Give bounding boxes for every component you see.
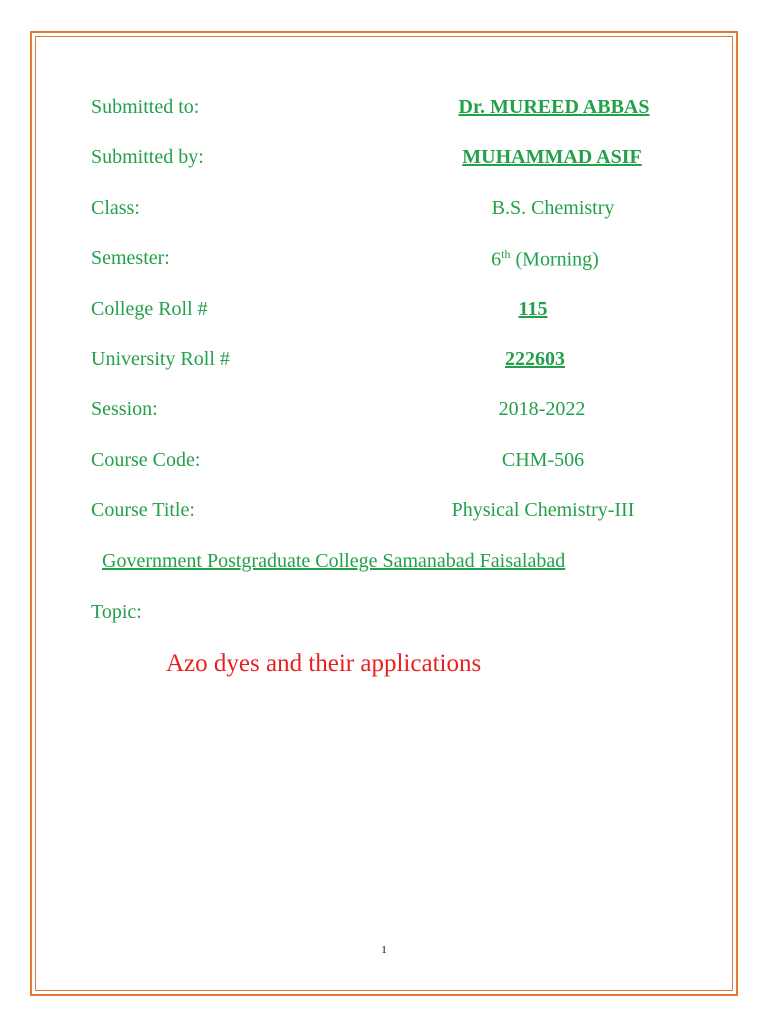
college-name: Government Postgraduate College Samanabad Faisalabad bbox=[102, 550, 566, 572]
college-roll-value: 115 bbox=[518, 298, 548, 320]
topic-label: Topic: bbox=[91, 601, 142, 623]
session-value: 2018-2022 bbox=[498, 398, 586, 420]
college-roll-label: College Roll # bbox=[91, 298, 208, 320]
submitted-by-label: Submitted by: bbox=[91, 146, 204, 168]
class-value: B.S. Chemistry bbox=[491, 197, 615, 219]
semester-value: 6th (Morning) bbox=[491, 247, 599, 271]
class-label: Class: bbox=[91, 197, 140, 219]
semester-label: Semester: bbox=[91, 247, 170, 269]
university-roll-value: 222603 bbox=[505, 348, 565, 370]
university-roll-label: University Roll # bbox=[91, 348, 230, 370]
course-title-value: Physical Chemistry-III bbox=[451, 499, 635, 521]
session-label: Session: bbox=[91, 398, 158, 420]
submitted-to-value: Dr. MUREED ABBAS bbox=[458, 96, 650, 118]
submitted-by-value: MUHAMMAD ASIF bbox=[462, 146, 642, 168]
course-title-label: Course Title: bbox=[91, 499, 195, 521]
page-number: 1 bbox=[381, 944, 387, 956]
course-code-label: Course Code: bbox=[91, 449, 201, 471]
topic-title: Azo dyes and their applications bbox=[166, 650, 482, 677]
course-code-value: CHM-506 bbox=[501, 449, 585, 471]
submitted-to-label: Submitted to: bbox=[91, 96, 200, 118]
